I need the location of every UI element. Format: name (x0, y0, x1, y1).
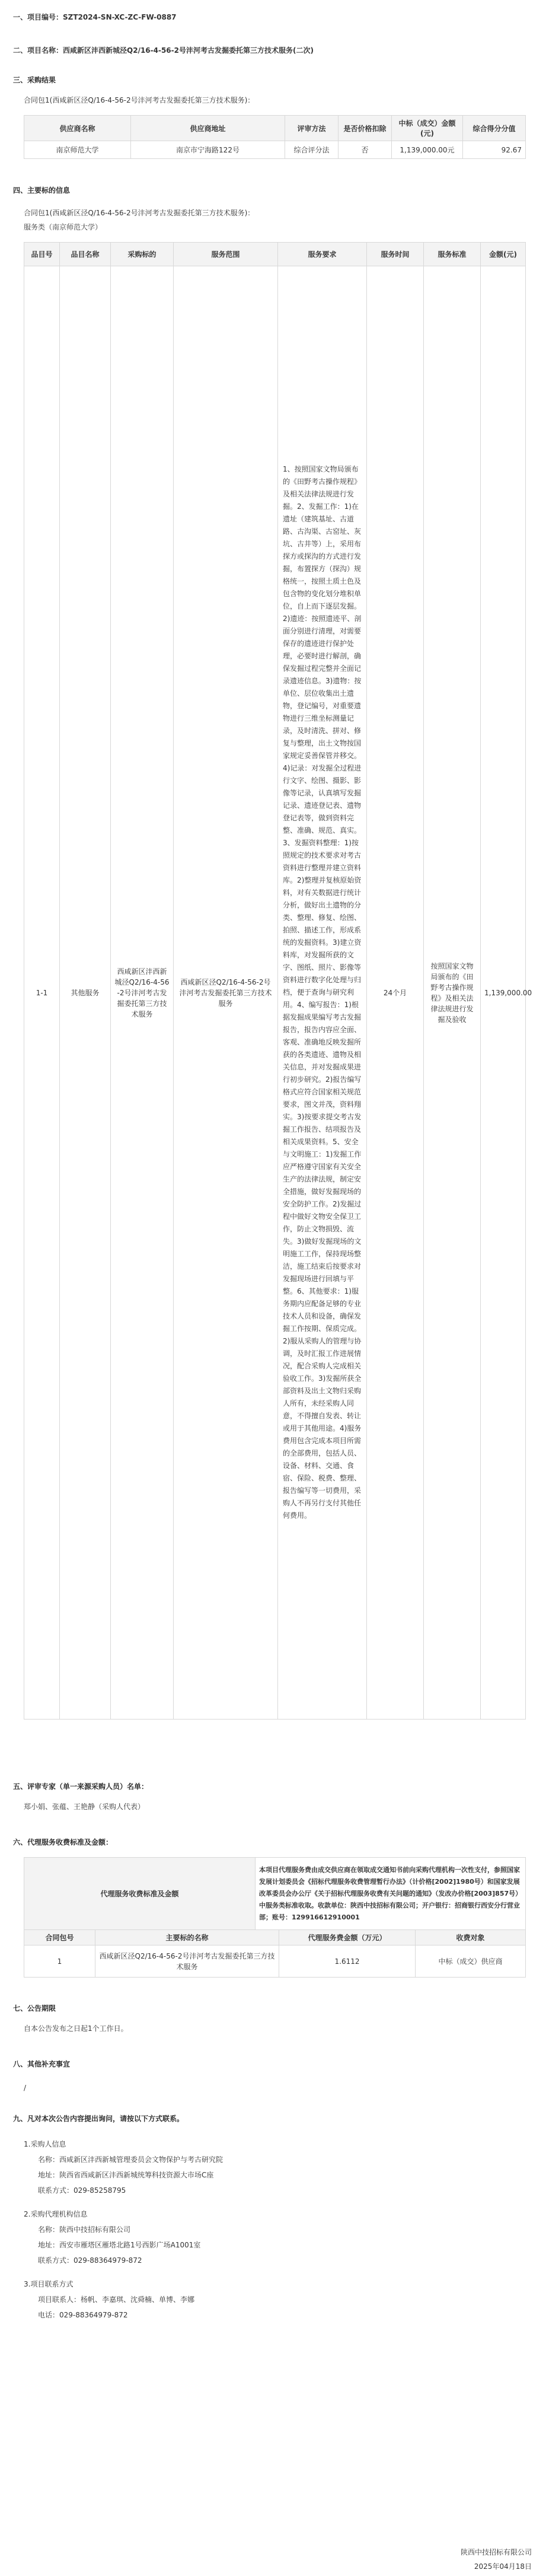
fee-header-cell: 代理服务费金额（万元） (279, 1930, 416, 1945)
result-header-cell: 是否价格扣除 (339, 116, 392, 141)
amount-cell: 1,139,000.00 (481, 266, 526, 1720)
agency-name: 名称：陕西中技招标有限公司 (38, 2225, 131, 2234)
target-header-cell: 品目名称 (60, 243, 111, 266)
standard-cell: 按照国家文物局颁布的《田野考古操作规程》及相关法律法规进行发掘及验收 (424, 266, 481, 1720)
agency-addr: 地址：西安市雁塔区雁塔北路1号西影广场A1001室 (38, 2241, 201, 2249)
result-cell: 南京师范大学 (24, 141, 131, 159)
target-header-cell: 采购标的 (111, 243, 174, 266)
fee-label-cell: 代理服务收费标准及金额 (24, 1858, 256, 1930)
target-header-cell: 服务时间 (367, 243, 424, 266)
result-cell: 南京市宁海路122号 (131, 141, 285, 159)
fee-table-header (24, 1930, 526, 1945)
result-header-cell: 评审方法 (285, 116, 339, 141)
section4-provider-line: 服务类（南京师范大学） (24, 223, 103, 231)
result-table (24, 115, 526, 159)
result-cell: 1,139,000.00元 (392, 141, 463, 159)
section5-members: 郑小娟、张蕴、王艳静（采购人代表） (24, 1803, 145, 1811)
section6-title: 六、代理服务收费标准及金额： (13, 1838, 113, 1846)
section5-title: 五、评审专家（单一来源采购人员）名单： (13, 1782, 149, 1791)
item-name-cell: 其他服务 (60, 266, 111, 1720)
project-name-row (13, 45, 314, 55)
table-row (24, 266, 526, 1720)
target-header-cell: 品目号 (24, 243, 60, 266)
time-cell: 24个月 (367, 266, 424, 1720)
result-cell: 否 (339, 141, 392, 159)
target-header-cell: 服务标准 (424, 243, 481, 266)
project-no-value: SZT2024-SN-XC-ZC-FW-0887 (63, 13, 177, 21)
target-header-cell: 金额(元) (481, 243, 526, 266)
target-header-cell: 服务范围 (174, 243, 278, 266)
fee-text-cell: 本项目代理服务费由成交供应商在领取成交通知书前向采购代理机构一次性支付，参照国家发展计划委员会《招标代理服务收费管理暂行办法》（计价格[2002]1980号）和国家发展改革委员会办公厅《关于招标代理服务收费有关问题的通知》（发改办价格[2003]857号）中服务类标准收取。收款单位：陕西中技招标有限公司；开户银行：招商银行西安分行营业部；账号：129916612910001 (256, 1858, 526, 1930)
result-cell: 92.67 (463, 141, 526, 159)
result-header-cell: 供应商地址 (131, 116, 285, 141)
project-no-row (13, 12, 177, 22)
contact-title: 3.项目联系方式 (24, 2280, 74, 2288)
fee-cell: 西咸新区泾Q2/16-4-56-2号沣河考古发掘委托第三方技术服务 (95, 1945, 279, 1978)
purchaser-addr: 地址：陕西省西咸新区沣西新城统筹科技资源大市场C座 (38, 2171, 214, 2179)
purchaser-name: 名称：西咸新区沣西新城管理委员会文物保护与考古研究院 (38, 2155, 223, 2164)
section7-text: 自本公告发布之日起1个工作日。 (24, 2024, 128, 2033)
requirement-cell: 1、按照国家文物局颁布的《田野考古操作规程》及相关法律法规进行发掘。2、发掘工作：1)在遗址（建筑基址、古道路、古沟渠、古窑址、灰坑、古井等）上，采用布探方或探沟的方式进行发掘，布置探方（探沟）规格统一，按照土质土色及包含物的变化划分堆积单位，自上而下逐层发掘。2)遗迹：按照遗迹平、剖面分别进行清理，对需要保存的遗迹进行保护处理，必要时进行解剖，确保发掘过程完整并全面记录遗迹信息。3)遗物：按单位、层位收集出土遗物，登记编号，对重要遗物进行三维坐标测量记录，及时清洗、拼对、修复与整理，出土文物按国家规定妥善保管并移交。4)记录：对发掘全过程进行文字、绘图、摄影、影像等记录，认真填写发掘记录、遗迹登记表、遗物登记表等，做到资料完整、准确、规范、真实。3、发掘资料整理：1)按照规定的技术要求对考古资料进行整理并建立资料库。2)整理并复核原始资料，对有关数据进行统计分析，做好出土遗物的分类、整理、修复、绘图、拍照、描述工作，形成系统的发掘资料。3)建立资料库，对发掘所获的文字、图纸、照片、影像等资料进行数字化处理与归档，便于查询与研究利用。4、编写报告：1)根据发掘成果编写考古发掘报告，报告内容应全面、客观、准确地反映发掘所获的各类遗迹、遗物及相关信息，并对发掘成果进行初步研究。2)报告编写格式应符合国家相关规范要求，图文并茂，资料翔实。3)按要求提交考古发掘工作报告、结项报告及相关成果资料。5、安全与文明施工：1)发掘工作应严格遵守国家有关安全生产的法律法规，制定安全措施，做好发掘现场的安全防护工作。2)发掘过程中做好文物安全保卫工作，防止文物损毁、流失。3)做好发掘现场的文明施工工作，保持现场整洁，施工结束后按要求对发掘现场进行回填与平整。6、其他要求：1)服务期内应配备足够的专业技术人员和设备，确保发掘工作按期、保质完成。2)服从采购人的管理与协调，及时汇报工作进展情况，配合采购人完成相关验收工作。3)发掘所获全部资料及出土文物归采购人所有，未经采购人同意，不得擅自发表、转让或用于其他用途。4)服务费用包含完成本项目所需的全部费用，包括人员、设备、材料、交通、食宿、保险、税费、整理、报告编写等一切费用，采购人不再另行支付其他任何费用。 (278, 266, 367, 1720)
fee-standard-table (24, 1857, 526, 1930)
project-no-label: 一、项目编号： (13, 13, 63, 21)
table-row (24, 141, 526, 159)
fee-header-cell: 合同包号 (24, 1930, 95, 1945)
section9-title: 九、凡对本次公告内容提出询问，请按以下方式联系。 (13, 2115, 184, 2123)
result-header-cell: 综合得分分值 (463, 116, 526, 141)
table-row (24, 1945, 526, 1978)
section4-title: 四、主要标的信息 (13, 186, 71, 195)
purchaser-title: 1.采购人信息 (24, 2140, 66, 2148)
project-name-value: 西咸新区沣西新城泾Q2/16-4-56-2号沣河考古发掘委托第三方技术服务(二次) (63, 46, 314, 55)
fee-cell: 1 (24, 1945, 95, 1978)
section8-text: / (24, 2084, 27, 2092)
section3-package-line: 合同包1(西咸新区泾Q/16-4-56-2号沣河考古发掘委托第三方技术服务)： (24, 96, 255, 104)
contact-tel: 电话：029-88364979-872 (38, 2311, 128, 2319)
agency-tel: 联系方式：029-88364979-872 (38, 2256, 142, 2265)
result-cell: 综合评分法 (285, 141, 339, 159)
fee-cell: 1.6112 (279, 1945, 416, 1978)
fee-cell: 中标（成交）供应商 (416, 1945, 526, 1978)
target-table-header (24, 243, 526, 266)
fee-header-cell: 收费对象 (416, 1930, 526, 1945)
project-name-label: 二、项目名称： (13, 46, 63, 55)
scope-cell: 西咸新区泾Q2/16-4-56-2号沣河考古发掘委托第三方技术服务 (174, 266, 278, 1720)
fee-amount-table (24, 1929, 526, 1978)
fee-header-cell: 主要标的名称 (95, 1930, 279, 1945)
table-row (24, 1858, 526, 1930)
agency-title: 2.采购代理机构信息 (24, 2210, 88, 2218)
section8-title: 八、其他补充事宜 (13, 2060, 71, 2068)
result-table-header (24, 116, 526, 141)
footer-date: 2025年04月18日 (474, 2562, 532, 2571)
section4-package-line: 合同包1(西咸新区泾Q/16-4-56-2号沣河考古发掘委托第三方技术服务)： (24, 209, 255, 217)
result-header-cell: 中标（成交）金额(元) (392, 116, 463, 141)
section3-title: 三、采购结果 (13, 76, 56, 84)
section7-title: 七、公告期限 (13, 2004, 56, 2013)
result-header-cell: 供应商名称 (24, 116, 131, 141)
item-no-cell: 1-1 (24, 266, 60, 1720)
target-header-cell: 服务要求 (278, 243, 367, 266)
footer-org: 陕西中技招标有限公司 (460, 2548, 532, 2556)
contact-person: 项目联系人：杨帆、李嘉琪、沈舜楠、单博、李娜 (38, 2295, 195, 2304)
target-cell: 西咸新区沣西新城泾Q2/16-4-56-2号沣河考古发掘委托第三方技术服务 (111, 266, 174, 1720)
target-table (24, 242, 532, 1720)
purchaser-tel: 联系方式：029-85258795 (38, 2186, 126, 2195)
